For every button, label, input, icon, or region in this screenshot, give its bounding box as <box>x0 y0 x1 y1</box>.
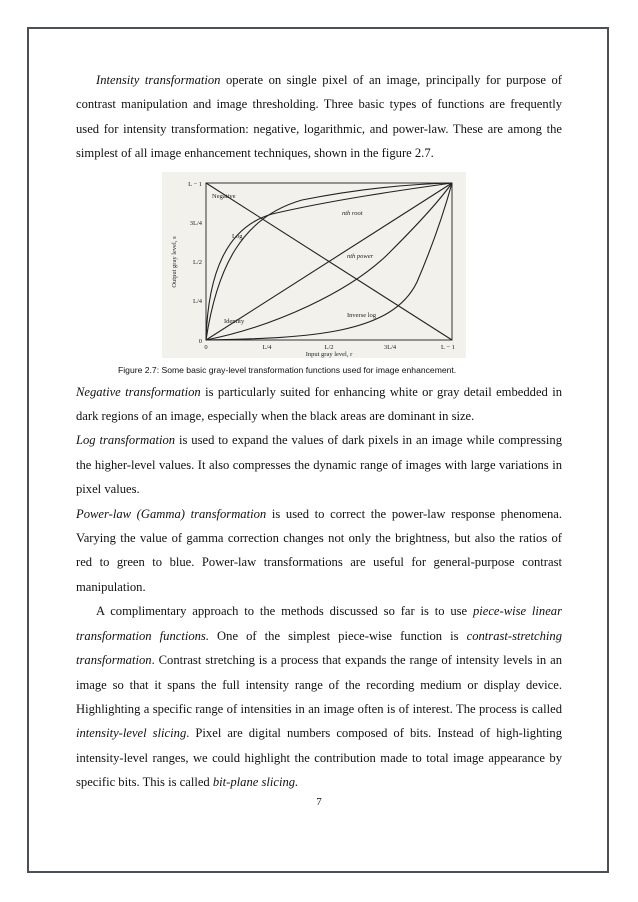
paragraph-power-law: Power-law (Gamma) transformation is used to correct the power-law response phenomena. Varying the value of gamma correction changes not only the brightness, but also the ratios of red to green to blue. Power-law transformations are useful for general-purpose contrast manipulation. <box>76 506 563 594</box>
transformation-plot <box>162 172 466 358</box>
negative-label: Negative <box>212 192 236 200</box>
paragraph-negative: Negative transformation is particularly suited for enhancing white or gray detail embedded in dark regions of an image, especially when the black areas are dominant in size. <box>76 384 563 424</box>
term-contrast-stretching: contrast-stretching transformation <box>76 628 563 668</box>
term-negative-transformation: Negative transformation <box>76 384 201 399</box>
x-tick-label: 3L/4 <box>383 343 397 351</box>
figure-transformation-functions <box>162 172 466 358</box>
term-piecewise-linear: piece-wise linear transformation functions. <box>76 604 562 643</box>
page-number: 7 <box>316 796 322 808</box>
identity-label: Identity <box>224 317 245 325</box>
figure-caption: Figure 2.7: Some basic gray-level transformation functions used for image enhancement. <box>118 364 457 375</box>
paragraph-piecewise: A complimentary approach to the methods discussed so far is to use piece-wise linear transformation functions. One of the simplest piece-wise function is contrast-stretching transformation. Contrast stretching is a process that expands the range of intensity levels in an image so that it spans the full intensity range of the recording medium or display device. Highlighting a specific range of intensities in an image often is of interest. The process is called intensity-level slicing. Pixel are digital numbers composed of bits. Instead of high-lighting intensity-level ranges, we could highlight the contribution made to total image appearance by specific bits. This is called bit-plane slicing. <box>76 604 563 790</box>
term-bit-plane-slicing: bit-plane slicing. <box>212 775 299 790</box>
term-intensity-transformation: Intensity transformation <box>96 73 221 87</box>
log-label: Log <box>232 232 243 240</box>
page-content <box>76 68 562 795</box>
x-tick-label: L/4 <box>262 343 272 351</box>
term-power-law-transformation: Power-law (Gamma) transformation <box>76 506 267 521</box>
x-tick-label: L − 1 <box>441 343 455 351</box>
y-tick-label: L − 1 <box>188 180 202 188</box>
x-tick-label: 0 <box>204 343 208 351</box>
y-tick-label: L/2 <box>192 258 202 266</box>
term-log-transformation: Log transformation <box>76 433 176 448</box>
x-tick-label: L/2 <box>324 343 334 351</box>
nth-power-label: nth power <box>347 252 374 260</box>
nth-root-label: nth root <box>342 209 363 217</box>
y-tick-label: 3L/4 <box>189 219 202 227</box>
paragraph-intro: Intensity transformation operate on single pixel of an image, principally for purpose of contrast manipulation and image thresholding. Three basic types of functions are frequently used for intensity transformation: negative, logarithmic, and power-law. These are among the simplest of all image enhancement techniques, shown in the figure 2.7. <box>76 73 562 161</box>
x-axis-label: Input gray level, r <box>305 350 353 358</box>
paragraph-log: Log transformation is used to expand the values of dark pixels in an image while compressing the higher-level values. It also compresses the dynamic range of images with large variations in pixel values. <box>76 433 562 497</box>
term-intensity-level-slicing: intensity-level slicing <box>76 726 187 741</box>
inverse-log-label: Inverse log <box>347 311 377 319</box>
y-tick-label: 0 <box>198 337 202 345</box>
y-tick-label: L/4 <box>192 297 202 305</box>
y-axis-label: Output gray level, s <box>171 235 178 288</box>
